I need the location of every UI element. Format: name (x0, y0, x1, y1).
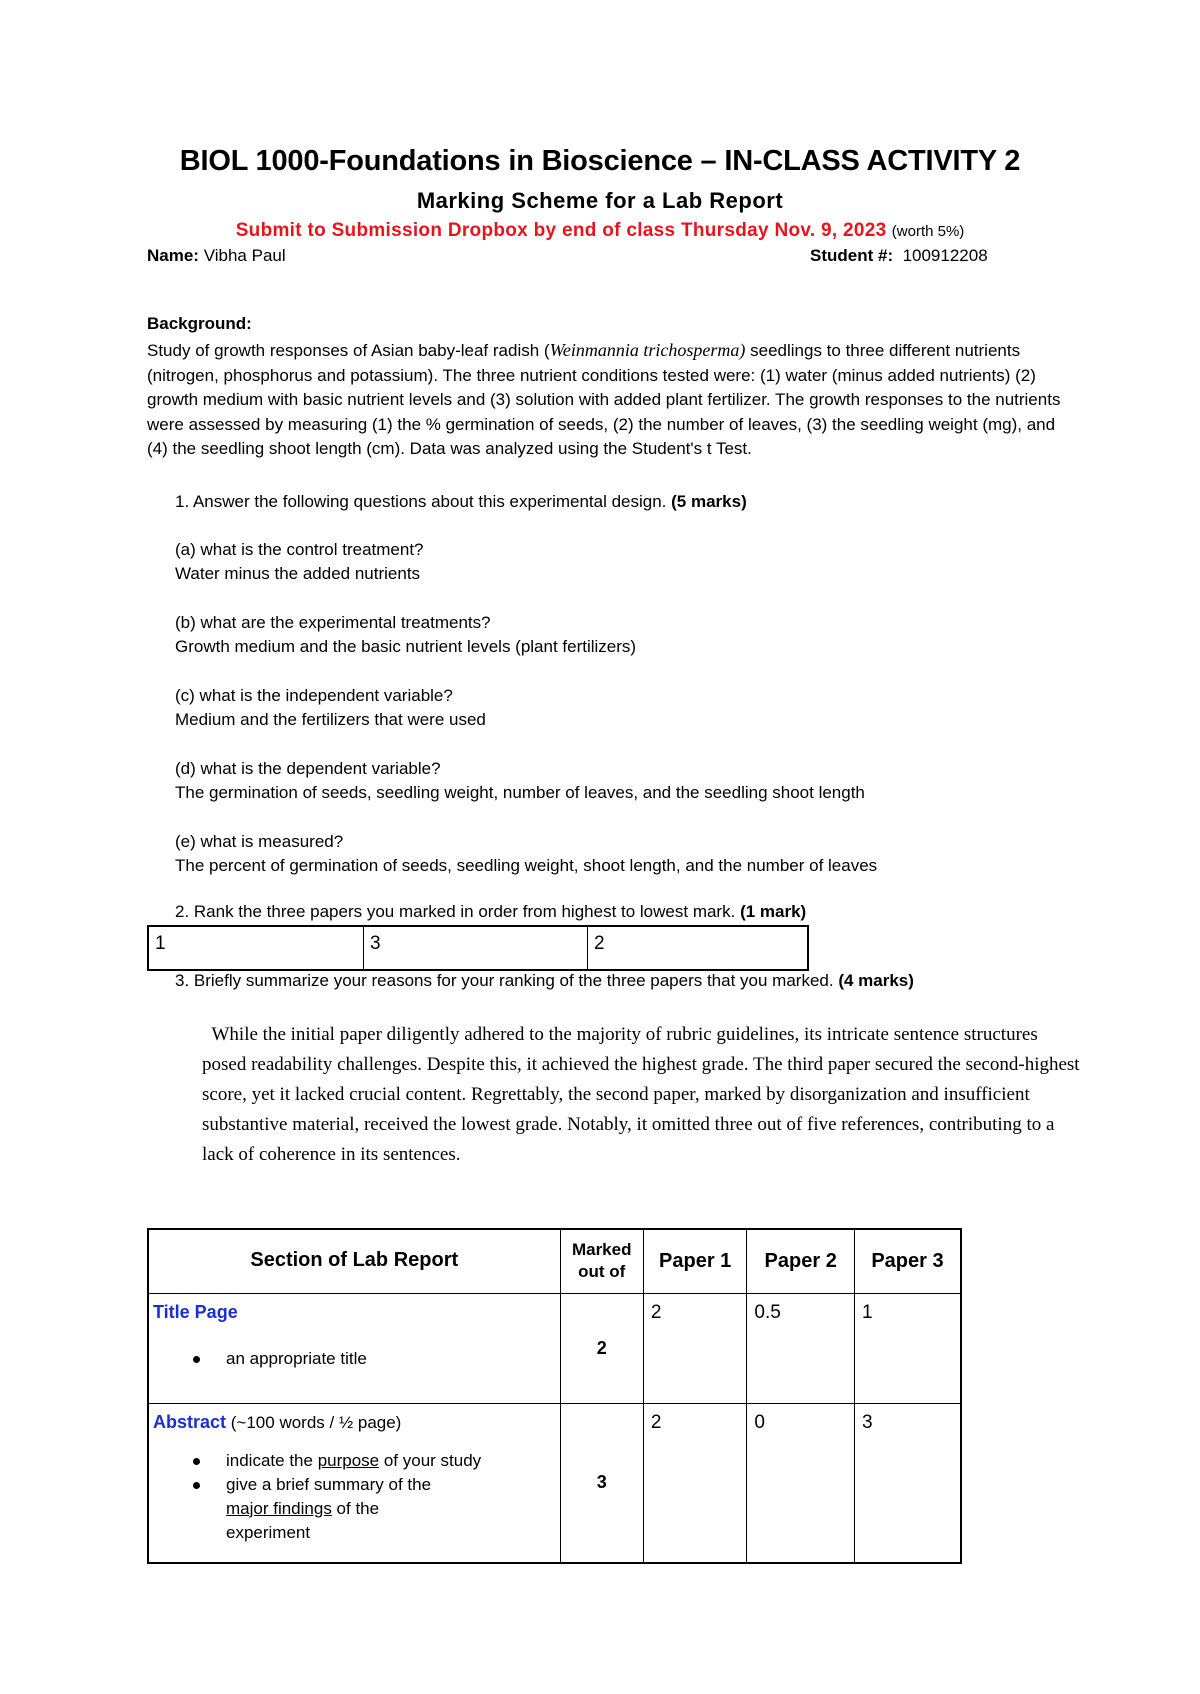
student-id-value: 100912208 (902, 246, 988, 265)
answer-1d: The germination of seeds, seedling weight, number of leaves, and the seedling shoot length (175, 783, 865, 802)
name-value: Vibha Paul (203, 246, 286, 265)
paper-1-score: 2 (643, 1293, 747, 1403)
rank-cell-2: 3 (364, 927, 588, 969)
document-title: BIOL 1000-Foundations in Bioscience – IN-CLASS ACTIVITY 2 (179, 145, 1021, 177)
student-name (147, 246, 286, 266)
bullet-icon (193, 1356, 200, 1363)
question-1-marks: (5 marks) (671, 492, 747, 511)
table-row (148, 1293, 961, 1403)
paper-1-score: 2 (643, 1403, 747, 1563)
question-1-text: 1. Answer the following questions about this experimental design. (175, 492, 667, 511)
species-name: Weinmannia trichosperma) (549, 340, 746, 360)
header-section: Section of Lab Report (148, 1229, 560, 1293)
header-marked-out-of: Marked out of (560, 1229, 643, 1293)
submission-note (0, 220, 1200, 242)
question-1c: (c) what is the independent variable? (175, 686, 453, 705)
answer-1c: Medium and the fertilizers that were used (175, 710, 486, 729)
student-id-label: Student #: (810, 246, 894, 265)
section-title: Title Page (153, 1301, 238, 1322)
marked-out-of-value: 3 (560, 1403, 643, 1563)
answer-1a: Water minus the added nutrients (175, 564, 421, 583)
section-abstract (148, 1403, 560, 1563)
paper-3-score: 1 (854, 1293, 961, 1403)
question-2-marks: (1 mark) (740, 902, 807, 921)
question-3-text: 3. Briefly summarize your reasons for your ranking of the three papers that you marked. (175, 971, 834, 990)
header-paper-1: Paper 1 (643, 1229, 747, 1293)
marking-table-header (148, 1229, 961, 1293)
marking-table (147, 1228, 962, 1564)
background-text-end: seedlings to three different nutrients (nitrogen, phosphorus and potassium). The three nutrient conditions tested were: (1) water (minus added nutrients) (2) growth medium with basic nutrient levels and (3) solution with added plant fertilizer. The growth responses to the nutrients were assessed by measuring (1) the % germination of seeds, (2) the number of leaves, (3) the seedling weight (mg), and (4) the seedling shoot length (cm). Data was analyzed using the Student's t Test. (147, 341, 1061, 458)
header-paper-2: Paper 2 (747, 1229, 855, 1293)
question-1d: (d) what is the dependent variable? (175, 759, 441, 778)
question-1e: (e) what is measured? (175, 832, 344, 851)
document-subtitle: Marking Scheme for a Lab Report (416, 188, 784, 213)
table-row (148, 1403, 961, 1563)
rank-cell-3: 2 (594, 933, 605, 954)
bullet-icon (193, 1458, 200, 1465)
section-note: (~100 words / ½ page) (230, 1412, 402, 1432)
question-3 (175, 971, 914, 991)
question-3-marks: (4 marks) (838, 971, 914, 990)
worth-note: (worth 5%) (891, 223, 965, 240)
section-criteria (153, 1347, 556, 1371)
criterion-item: an appropriate title (153, 1347, 556, 1371)
paper-3-score: 3 (854, 1403, 961, 1563)
section-title-page (148, 1293, 560, 1403)
paper-2-score: 0.5 (747, 1293, 855, 1403)
ranking-summary-text: While the initial paper diligently adhered to the majority of rubric guidelines, its intricate sentence structures posed readability challenges. Despite this, it achieved the highest grade. The third paper secured the second-highest score, yet it lacked crucial content. Regrettably, the second paper, marked by disorganization and insufficient substantive material, received the lowest grade. Notably, it omitted three out of five references, contributing to a lack of coherence in its sentences. (202, 1024, 1080, 1165)
answer-1e: The percent of germination of seeds, seedling weight, shoot length, and the number of leaves (175, 856, 878, 875)
student-number (810, 246, 988, 266)
answer-1b: Growth medium and the basic nutrient levels (plant fertilizers) (175, 637, 637, 656)
background-paragraph (147, 338, 1072, 462)
question-1 (175, 492, 747, 512)
bullet-icon (193, 1482, 200, 1489)
section-title: Abstract (153, 1411, 227, 1432)
question-2 (175, 902, 806, 922)
background-heading: Background: (147, 314, 252, 333)
ranking-summary (202, 1020, 1082, 1170)
marked-out-of-value: 2 (560, 1293, 643, 1403)
ranking-table (147, 925, 809, 971)
criterion-item: indicate the purpose of your study (153, 1449, 556, 1473)
section-criteria (153, 1449, 556, 1545)
paper-2-score: 0 (747, 1403, 855, 1563)
header-paper-3: Paper 3 (854, 1229, 961, 1293)
question-1a: (a) what is the control treatment? (175, 540, 424, 559)
background-text-start: Study of growth responses of Asian baby-leaf radish ( (147, 341, 550, 360)
submission-deadline: Submit to Submission Dropbox by end of class Thursday Nov. 9, 2023 (235, 220, 887, 241)
rank-cell-1: 1 (149, 927, 364, 969)
name-label: Name: (147, 246, 199, 265)
question-1b: (b) what are the experimental treatments? (175, 613, 491, 632)
criterion-item: give a brief summary of the major findings of the experiment (153, 1473, 456, 1545)
question-2-text: 2. Rank the three papers you marked in order from highest to lowest mark. (175, 902, 736, 921)
